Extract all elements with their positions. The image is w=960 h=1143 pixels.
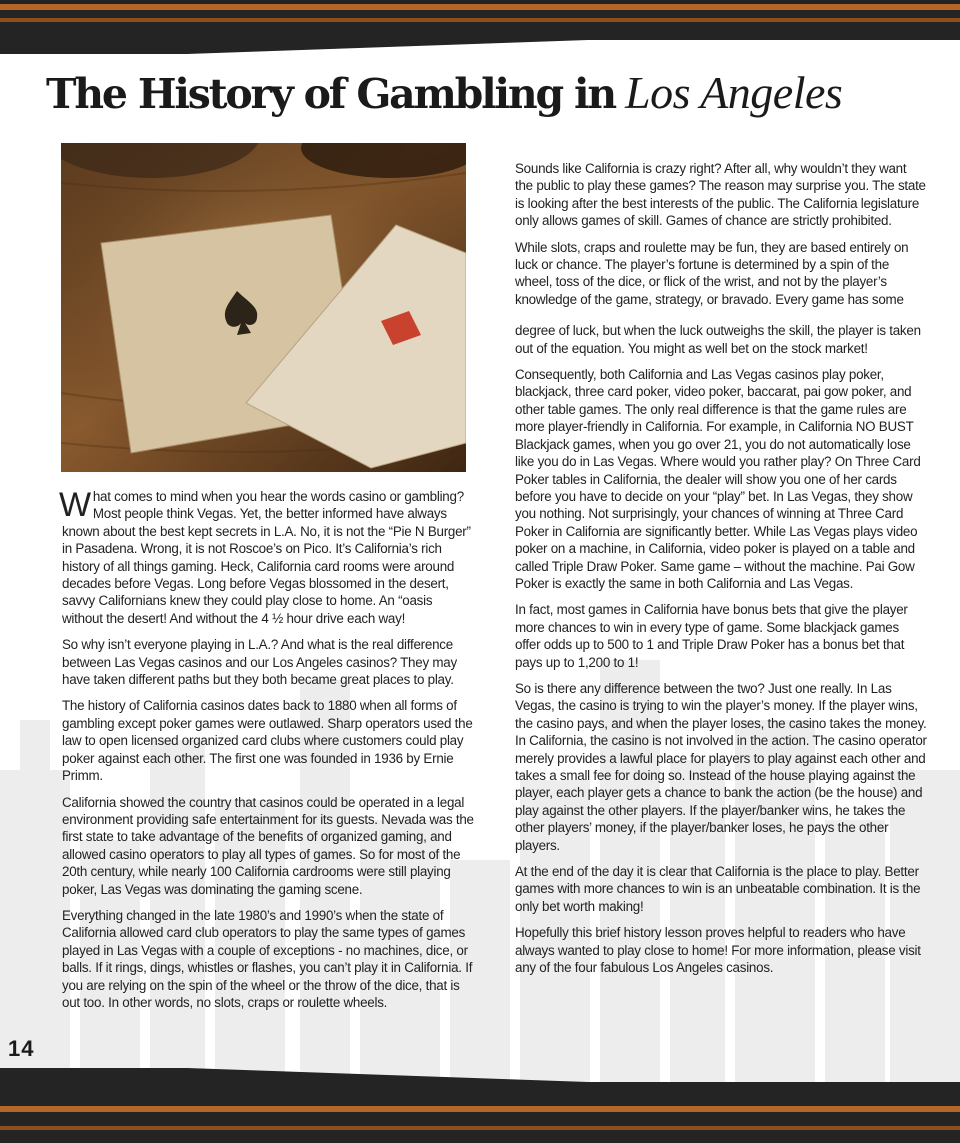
right-paragraph-5: In fact, most games in California have bonus bets that give the player more chances to win in every type of game. Some blackjack games offer odds up to 500 to 1 and Triple Draw Poker has a bonus bet that pays up to 1,200 to 1!	[515, 602, 908, 670]
right-paragraph-8: Hopefully this brief history lesson proves helpful to readers who have always wanted to play close to home! For more information, please visit any of the four fabulous Los Angeles casinos.	[515, 925, 921, 976]
top-decorative-band	[0, 0, 960, 40]
page-title	[46, 66, 946, 119]
intro-text: hat comes to mind when you hear the words casino or gambling? Most people think Vegas. Yet, the better informed have always known about the best kept secrets in L.A. No, it is not the “Pie N Burger” in Pasadena. Wrong, it is not Roscoe’s on Pico. It’s California’s rich history of all things gaming. Heck, California card rooms were around decades before Vegas. Long before Vegas blossomed in the desert, savvy Californians knew they could play close to home. An “oasis without the desert! And without the 4 ½ hour drive each way!	[62, 489, 471, 626]
right-paragraph-6: So is there any difference between the two? Just one really. In Las Vegas, the casino is trying to win the player’s money. If the player wins, the casino pays, and when the player loses, the casino takes the money. In California, the casino is not involved in the action. The casino operator merely provides a lawful place for players to play against each other and takes a small fee for doing so. Instead of the house playing against the player, each player gets a chance to bank the action (be the house) and play against the other players. If the player/banker wins, he takes the other players’ money, if the player/banker loses, he pays the other players.	[515, 680, 927, 853]
right-paragraph-1: Sounds like California is crazy right? After all, why wouldn’t they want the public to play these games? The reason may surprise you. The state is looking after the best interests of the public. The California legislature only allows games of skill. Games of chance are strictly prohibited.	[515, 161, 926, 229]
title-city: Los Angeles	[625, 67, 843, 118]
left-column	[59, 486, 474, 1020]
title-main: The History of Gambling in	[46, 70, 616, 118]
bottom-decorative-band	[0, 1082, 960, 1143]
bottom-brown-stripe	[0, 1126, 960, 1130]
right-paragraph-3: degree of luck, but when the luck outweighs the skill, the player is taken out of the equation. You might as well bet on the stock market!	[515, 323, 921, 356]
left-paragraph-4: California showed the country that casinos could be operated in a legal environment providing safe entertainment for its guests. Nevada was the first state to take advantage of the benefits of organized gaming, and allowed casino operators to play all types of games. So for most of the 20th century, while nearly 100 California cardrooms were still playing poker, Las Vegas was dominating the gaming scene.	[62, 794, 474, 897]
left-paragraph-2: So why isn’t everyone playing in L.A.? And what is the real difference between Las Vegas casinos and our Los Angeles casinos? They may have taken different paths but they both became great places to play.	[62, 637, 457, 688]
page-number: 14	[8, 1036, 35, 1061]
left-paragraph-5: Everything changed in the late 1980’s and 1990’s when the state of California allowed card club operators to play the same types of games played in Las Vegas with a couple of exceptions - no machines, dice, or balls. If it rings, dings, whistles or flashes, you can’t play it in California. If you are relying on the spin of the wheel or the throw of the dice, that is out too. In other words, no slots, craps or roulette wheels.	[62, 907, 473, 1010]
right-column	[515, 160, 927, 985]
bottom-orange-stripe	[0, 1106, 960, 1112]
intro-paragraph	[59, 486, 474, 627]
top-band-edge	[0, 38, 960, 54]
right-paragraph-4: Consequently, both California and Las Vegas casinos play poker, blackjack, three card poker, video poker, baccarat, pai gow poker, and other table games. The only real difference is that the game rules are more player-friendly in California. For example, in California NO BUST Blackjack games, when you go over 21, you do not automatically lose like you do in Las Vegas. Where would you rather play? On Three Card Poker tables in California, the dealer will show you one of her cards before you have to decide on your “play” bet. In Las Vegas, they show you nothing. Not surprisingly, your chances of winning at Three Card Poker in California are significantly better. While Las Vegas plays video poker on a machine, in California, video poker is played on a table and called Triple Draw Poker. Same game – without the machine. Pai Gow Poker is exactly the same in both California and Las Vegas.	[515, 367, 921, 591]
right-paragraph-2: While slots, craps and roulette may be fun, they are based entirely on luck or chance. The player’s fortune is determined by a spin of the wheel, toss of the dice, or flick of the wrist, and not by the player’s knowledge of the game, strategy, or bravado. Every game has some	[515, 239, 909, 307]
top-brown-stripe	[0, 18, 960, 22]
bottom-band-edge	[0, 1068, 960, 1084]
left-paragraph-3: The history of California casinos dates back to 1880 when all forms of gambling except poker games were outlawed. Sharp operators used the law to open licensed organized card clubs where customers could play poker against each other. The first one was founded in 1936 by Ernie Primm.	[62, 698, 473, 784]
cards-photo	[61, 143, 466, 472]
drop-cap: W	[59, 486, 91, 524]
top-orange-stripe	[0, 4, 960, 10]
right-paragraph-7: At the end of the day it is clear that California is the place to play. Better games with more chances to win is an unbeatable combination. It is the only bet worth making!	[515, 864, 921, 914]
